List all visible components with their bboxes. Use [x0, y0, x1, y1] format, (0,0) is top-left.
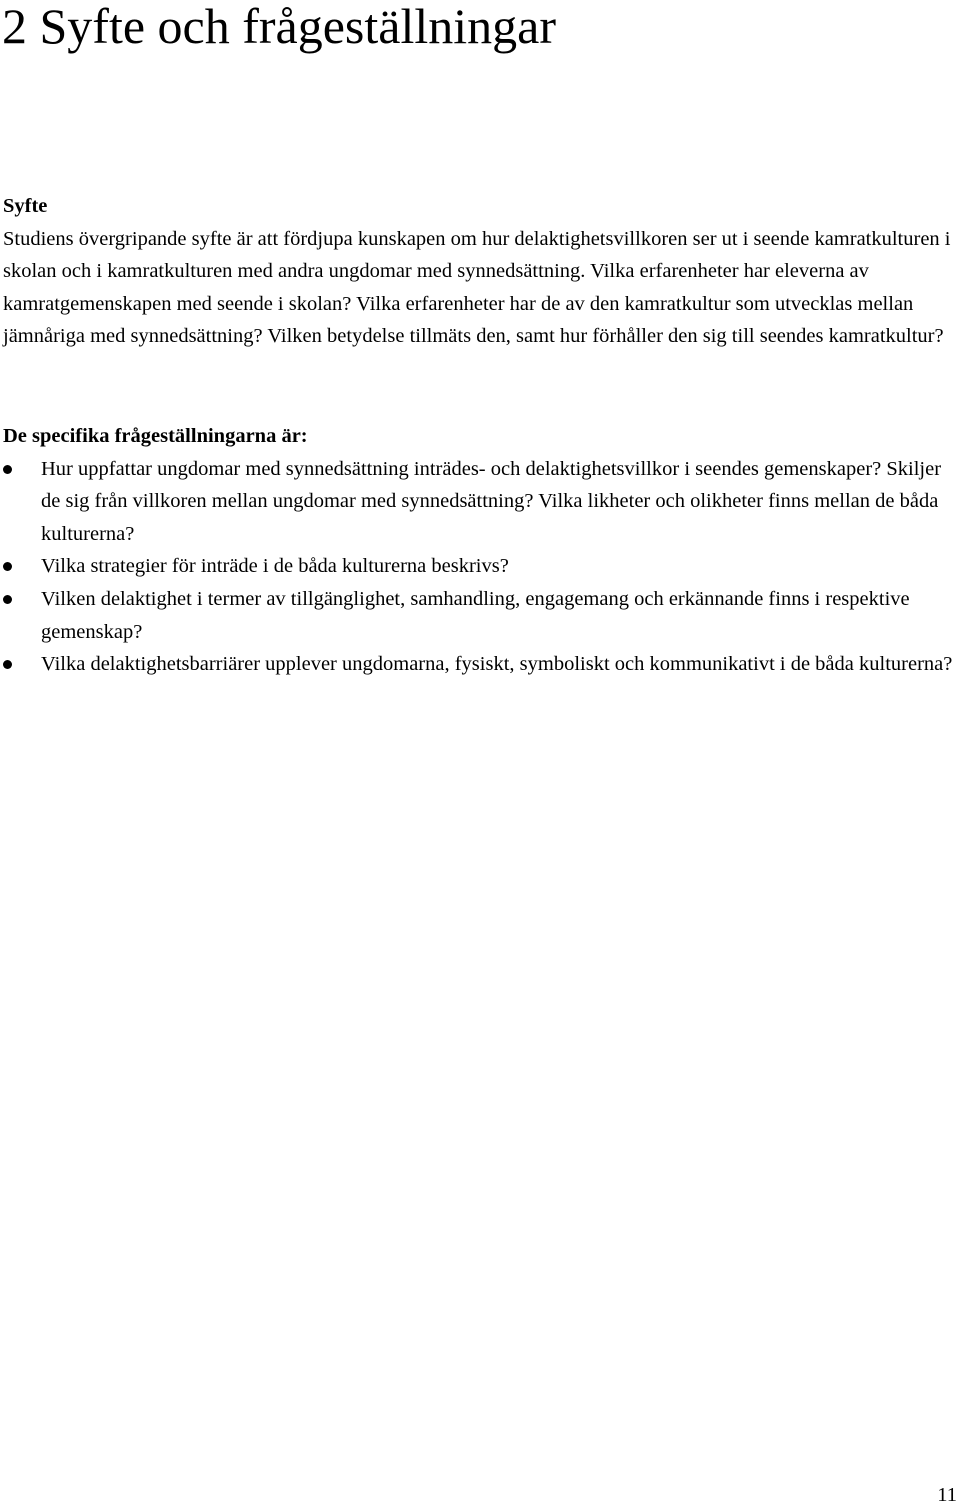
list-item: [3, 648, 956, 681]
list-item-text: Vilken delaktighet i termer av tillgänglighet, samhandling, engagemang och erkännande finns i respektive gemenskap?: [41, 587, 910, 643]
list-item: [3, 550, 956, 583]
bullet-icon: [3, 562, 12, 571]
list-item: [3, 583, 956, 648]
list-item: [3, 453, 956, 551]
chapter-title: 2 Syfte och frågeställningar: [2, 0, 556, 54]
questions-section: [3, 420, 958, 681]
bullet-icon: [3, 465, 12, 474]
list-item-text: Hur uppfattar ungdomar med synnedsättning inträdes- och delaktighetsvillkor i seendes gemenskaper? Skiljer de sig från villkoren mellan ungdomar med synnedsättning? Vilka likheter och olikheter finns mellan de båda kulturerna?: [41, 457, 942, 545]
syfte-paragraph: Studiens övergripande syfte är att fördjupa kunskapen om hur delaktighetsvillkoren ser ut i seende kamratkulturen i skolan och i kamratkulturen med andra ungdomar med synnedsättning. Vilka erfarenheter har eleverna av kamratgemenskapen med seende i skolan? Vilka erfarenheter har de av den kamratkultur som utvecklas mellan jämnåriga med synnedsättning? Vilken betydelse tillmäts den, samt hur förhåller den sig till seendes kamratkultur?: [3, 227, 951, 348]
bullet-icon: [3, 660, 12, 669]
syfte-section: [3, 190, 958, 353]
questions-list: [3, 453, 958, 681]
questions-heading: De specifika frågeställningarna är:: [3, 425, 308, 447]
bullet-icon: [3, 595, 12, 604]
list-item-text: Vilka delaktighetsbarriärer upplever ungdomarna, fysiskt, symboliskt och kommunikativt i de båda kulturerna?: [41, 653, 953, 676]
list-item-text: Vilka strategier för inträde i de båda kulturerna beskrivs?: [41, 555, 509, 578]
page-number: 11: [937, 1484, 957, 1506]
syfte-heading: Syfte: [3, 195, 48, 217]
